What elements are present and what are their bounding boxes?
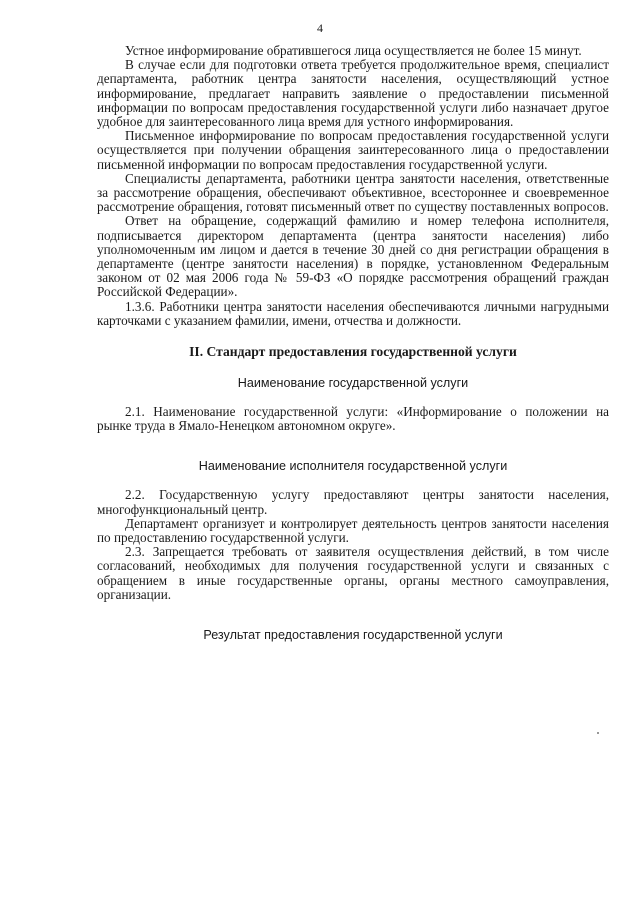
- paragraph: 1.3.6. Работники центра занятости населения обеспечиваются личными нагрудными карточками с указанием фамилии, имени, отчества и должности.: [97, 298, 609, 328]
- paragraph: В случае если для подготовки ответа требуется продолжительное время, специалист департамента, работник центра занятости населения, осуществляющий устное информирование, предлагает направить заявление о предоставлении письменной информации по вопросам предоставления государственной услуги либо назначает другое удобное для заинтересованного лица время для устного информирования.: [97, 57, 609, 130]
- paragraph: Письменное информирование по вопросам предоставления государственной услуги осуществляется при получении обращения заинтересованного лица о предоставлении письменной информации по вопросам предоставления государственной услуги.: [97, 128, 609, 172]
- paragraph: 2.1. Наименование государственной услуги: «Информирование о положении на рынке труда в Ямало-Ненецком автономном округе».: [97, 404, 609, 434]
- paragraph: Департамент организует и контролирует деятельность центров занятости населения по предоставлению государственной услуги.: [97, 515, 609, 546]
- paragraph: Устное информирование обратившегося лица осуществляется не более 15 минут.: [125, 43, 582, 58]
- paragraph: 2.3. Запрещается требовать от заявителя осуществления действий, в том числе согласований, необходимых для получения государственной услуги и связанных с обращением в иные государственные органы, органы местного самоуправления, организации.: [97, 544, 609, 602]
- sub-heading-service-provider: Наименование исполнителя государственной услуги: [198, 459, 508, 474]
- sub-heading-service-name: Наименование государственной услуги: [237, 376, 469, 391]
- paragraph: 2.2. Государственную услугу предоставляют центры занятости населения, многофункциональный центр.: [97, 487, 609, 517]
- paragraph: Ответ на обращение, содержащий фамилию и номер телефона исполнителя, подписывается директором департамента (центра занятости населения) либо уполномоченным им лицом и дается в течение 30 дней со дня регистрации обращения в департаменте (центре занятости населения) в порядке, установленном Федеральным законом от 02 мая 2006 года № 59-ФЗ «О порядке рассмотрения обращений граждан Российской Федерации».: [97, 213, 609, 300]
- page-number: 4: [317, 21, 323, 35]
- section-heading: II. Стандарт предоставления государственной услуги: [189, 344, 517, 360]
- scan-speck: [597, 732, 599, 734]
- paragraph: Специалисты департамента, работники центра занятости населения, ответственные за рассмотрение обращения, обеспечивают объективное, всестороннее и своевременное рассмотрение обращения, готовят письменный ответ по существу поставленных вопросов.: [97, 170, 609, 215]
- sub-heading-service-result: Результат предоставления государственной услуги: [203, 628, 503, 643]
- document-body: [97, 44, 609, 643]
